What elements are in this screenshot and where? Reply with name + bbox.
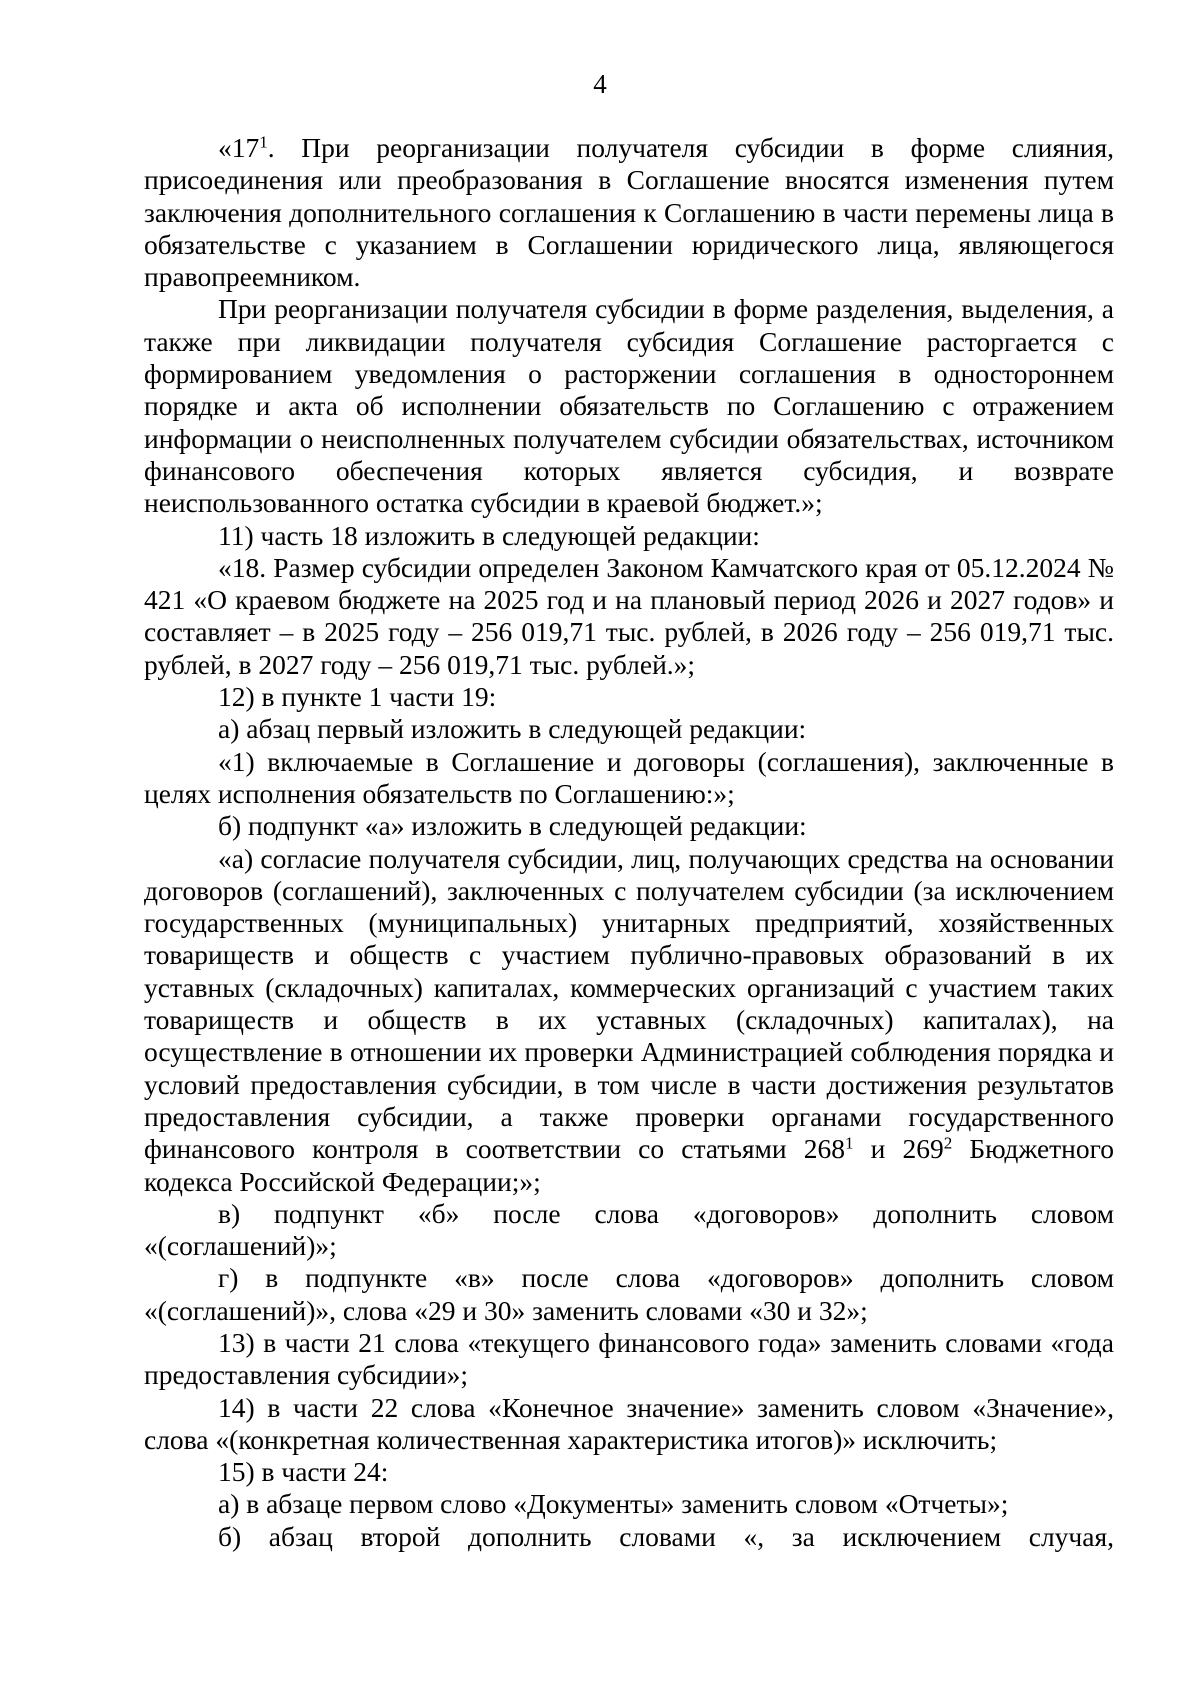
page-number: 4 — [593, 69, 607, 99]
paragraph-17-1-reorganization-merger: «$17^1$. При реорганизации получателя субсидии в форме слияния, присоединения или преобразования в Соглашение вносятся изменения путем заключения дополнительного соглашения к Соглашению в части перемены лица в обязательстве с указанием в Соглашении юридического лица, являющегося правопреемником. — [144, 132, 1114, 293]
paragraph-item-12-g: г) в подпункте «в» после слова «договоров» дополнить словом «(соглашений)», слова «29 и 30» заменить словами «30 и 32»; — [144, 1262, 1114, 1326]
superscript: 1 — [845, 1133, 854, 1153]
paragraph-item-12-a: а) абзац первый изложить в следующей редакции: — [218, 713, 807, 745]
superscript: 2 — [943, 1133, 953, 1153]
paragraph-item-15-b: б) абзац второй дополнить словами «, за исключением случая, — [218, 1520, 1114, 1552]
paragraph-item-14: 14) в части 22 слова «Конечное значение» заменить словом «Значение», слова «(конкретная количественная характеристика итогов)» исключить; — [144, 1391, 1114, 1455]
paragraph-item-13: 13) в части 21 слова «текущего финансового года» заменить словами «года предоставления субсидии»; — [144, 1326, 1114, 1391]
paragraph-part-18-text: «18. Размер субсидии определен Законом Камчатского края от 05.12.2024 № 421 «О краевом бюджете на 2025 год и на плановый период 2026 и 2027 годов» и составляет – в 2025 году – 256 019,71 тыс. рублей, в 2026 году – 256 019,71 тыс. рублей, в 2027 году – 256 019,71 тыс. рублей.»; — [144, 551, 1114, 680]
paragraph-item-12: 12) в пункте 1 части 19: — [218, 681, 497, 713]
paragraph-item-11: 11) часть 18 изложить в следующей редакции: — [218, 519, 760, 551]
paragraph-item-12-b: б) подпункт «а» изложить в следующей редакции: — [218, 810, 807, 842]
paragraph-item-15: 15) в части 24: — [218, 1456, 389, 1488]
paragraph-item-12-a-text: «1) включаемые в Соглашение и договоры (соглашения), заключенные в целях исполнения обязательств по Соглашению:»; — [144, 745, 1114, 809]
paragraph-reorganization-division: При реорганизации получателя субсидии в форме разделения, выделения, а также при ликвидации получателя субсидия Соглашение расторгается с формированием уведомления о расторжении соглашения в одностороннем порядке и акта об исполнении обязательств по Соглашению с отражением информации о неисполненных получателем субсидии обязательствах, источником финансового обеспечения которых является субсидия, и возврате неиспользованного остатка субсидии в краевой бюджет.»; — [144, 293, 1114, 519]
superscript: 1 — [259, 132, 268, 152]
document-body — [144, 132, 1114, 1553]
paragraph-item-12-b-text: «а) согласие получателя субсидии, лиц, получающих средства на основании договоров (соглашений), заключенных с получателем субсидии (за исключением государственных (муниципальных) унитарных предприятий, хозяйственных товариществ и обществ с участием публично-правовых образований в их уставных (складочных) капиталах, коммерческих организаций с участием таких товариществ и обществ в их уставных (складочных) капиталах), на осуществление в отношении их проверки Администрацией соблюдения порядка и условий предоставления субсидии, в том числе в части достижения результатов предоставления субсидии, а также проверки органами государственного финансового контроля в соответствии со статьями $268^1$ и $269^2$ Бюджетного кодекса Российской Федерации;»; — [144, 842, 1114, 1197]
paragraph-item-15-a: а) в абзаце первом слово «Документы» заменить словом «Отчеты»; — [218, 1488, 1009, 1520]
paragraph-item-12-v: в) подпункт «б» после слова «договоров» дополнить словом «(соглашений)»; — [144, 1197, 1114, 1262]
